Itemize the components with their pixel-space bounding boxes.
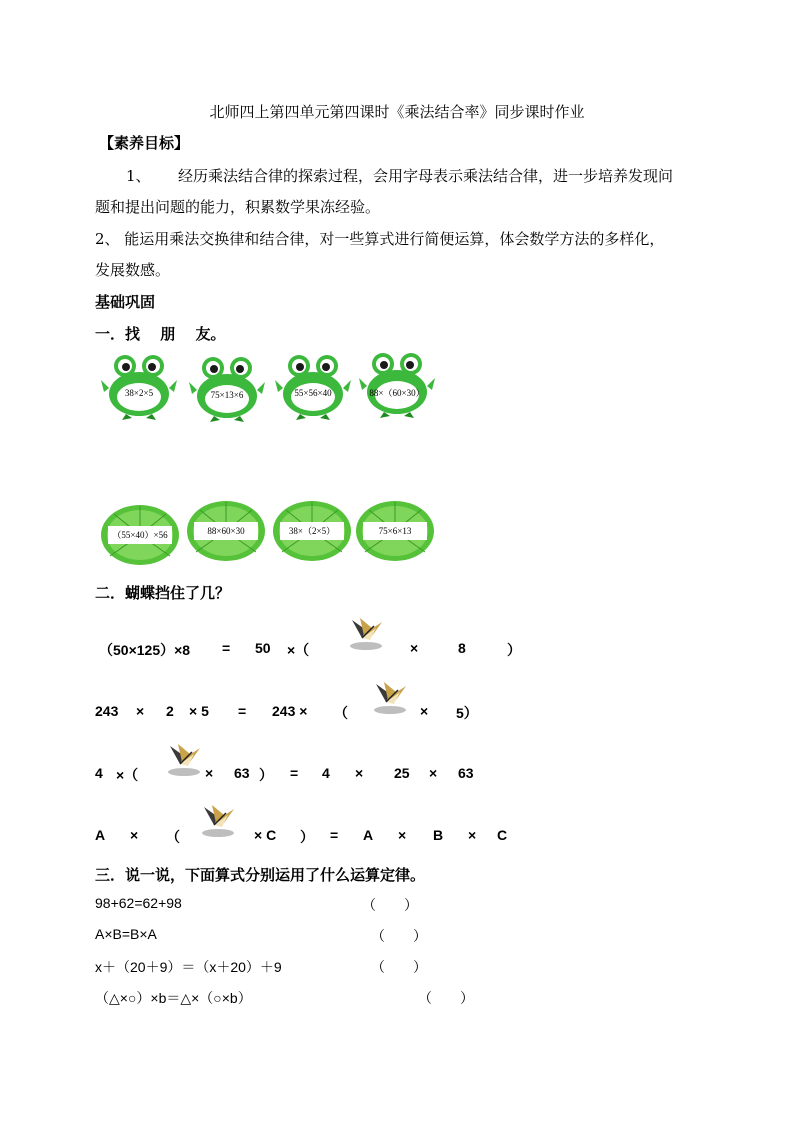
q2-row2-equals: = [238,703,247,719]
q2-row1-lhs: （50×125）×8 [99,642,191,658]
q2-row1-times: × [410,640,419,656]
goal-1-line-1: 经历乘法结合律的探索过程，会用字母表示乘法结合律，进一步培养发现问 [178,167,674,185]
q2-heading: 二．蝴蝶挡住了几？ [95,584,231,602]
q3-answer-blank[interactable]: （ ） [371,928,427,944]
goal-2-line-1: 2、 能运用乘法交换律和结合律，对一些算式进行简便运算，体会数学方法的多样化， [95,230,665,248]
q2-row4-open: （ [166,829,180,845]
q2-row3-times: × [429,765,438,781]
frog-card [358,348,436,418]
goals-heading: 【素养目标】 [99,134,190,152]
q3-heading: 三．说一说，下面算式分别运用了什么运算定律。 [95,866,426,884]
frog-expression: 88×（60×30） [369,388,425,398]
leaf-expression: 88×60×30 [194,522,258,540]
q3-answer-blank[interactable]: （ ） [418,990,474,1006]
q2-row4-equals: = [330,827,339,843]
q2-row1-close: ） [507,642,521,658]
frog-expression: 55×56×40 [294,388,332,398]
q2-row3-term: 4 [322,765,330,781]
leaf-card [186,500,266,562]
frog-icon [100,350,178,420]
q2-row1-term: 50 [255,640,271,656]
q2-row3-equals: = [290,765,299,781]
leaf-expression: （55×40）×56 [108,526,172,544]
q2-row4-times: × [130,827,139,843]
frog-card [274,350,352,420]
goal-1-line-2: 题和提出问题的能力，积累数学果冻经验。 [95,198,381,216]
q2-row4-term: C [497,827,508,843]
butterfly-icon [366,680,410,716]
q3-expression: （△×○）×b＝△×（○×b） [95,990,252,1006]
q2-row2-term: 243 [95,703,119,719]
frog-expression: 38×2×5 [124,388,154,398]
q2-row4-term: A [95,827,106,843]
q2-row1-open: ×（ [287,642,310,658]
q3-expression: A×B=B×A [95,926,157,942]
frog-icon [274,350,352,420]
goal-1-number: 1、 [126,167,151,185]
goal-2-line-2: 发展数感。 [95,261,171,279]
butterfly-icon [160,742,204,778]
q2-row1-equals: = [222,640,231,656]
frog-icon [358,348,436,418]
q2-row2-times: × [420,703,429,719]
q2-row1-term: 8 [458,640,466,656]
butterfly-icon [194,803,238,839]
q2-row2-times: × [136,703,145,719]
leaf-card [100,504,180,566]
page-title: 北师四上第四单元第四课时《乘法结合率》同步课时作业 [209,103,585,121]
q2-row3-open: ×（ [116,767,139,783]
q2-row2-term: × 5 [189,703,209,719]
q3-expression: 98+62=62+98 [95,895,182,911]
q2-row4-term: B [433,827,444,843]
basic-heading: 基础巩固 [95,293,156,311]
leaf-card [355,500,435,562]
q3-answer-blank[interactable]: （ ） [371,959,427,975]
q3-expression: x＋（20＋9）＝（x＋20）＋9 [95,959,282,975]
q2-row2-term: 243 × [272,703,308,719]
q2-row3-term: 4 [95,765,103,781]
butterfly-icon [342,616,386,652]
q2-row3-term: 63 [234,765,250,781]
q2-row2-term: 2 [166,703,174,719]
q2-row3-times: × [355,765,364,781]
q2-row3-term: 25 [394,765,410,781]
q2-row4-times: × [398,827,407,843]
q2-row2-open: （ [334,705,348,721]
leaf-expression: 75×6×13 [363,522,427,540]
frog-icon [188,352,266,422]
leaf-card [272,500,352,562]
frog-expression: 75×13×6 [210,390,244,400]
q2-row4-term: × C [254,827,277,843]
q2-row3-term: 63 [458,765,474,781]
leaf-expression: 38×（2×5） [280,522,344,540]
q1-heading: 一．找 朋 友。 [95,325,226,343]
q3-answer-blank[interactable]: （ ） [362,897,418,913]
q2-row4-term: A [363,827,374,843]
frog-card [100,350,178,420]
q2-row4-times: × [468,827,477,843]
frog-card [188,352,266,422]
q2-row3-close: ） [259,767,273,783]
q2-row3-times: × [205,765,214,781]
q2-row4-close: ） [300,829,314,845]
q2-row2-close: 5） [456,705,478,721]
